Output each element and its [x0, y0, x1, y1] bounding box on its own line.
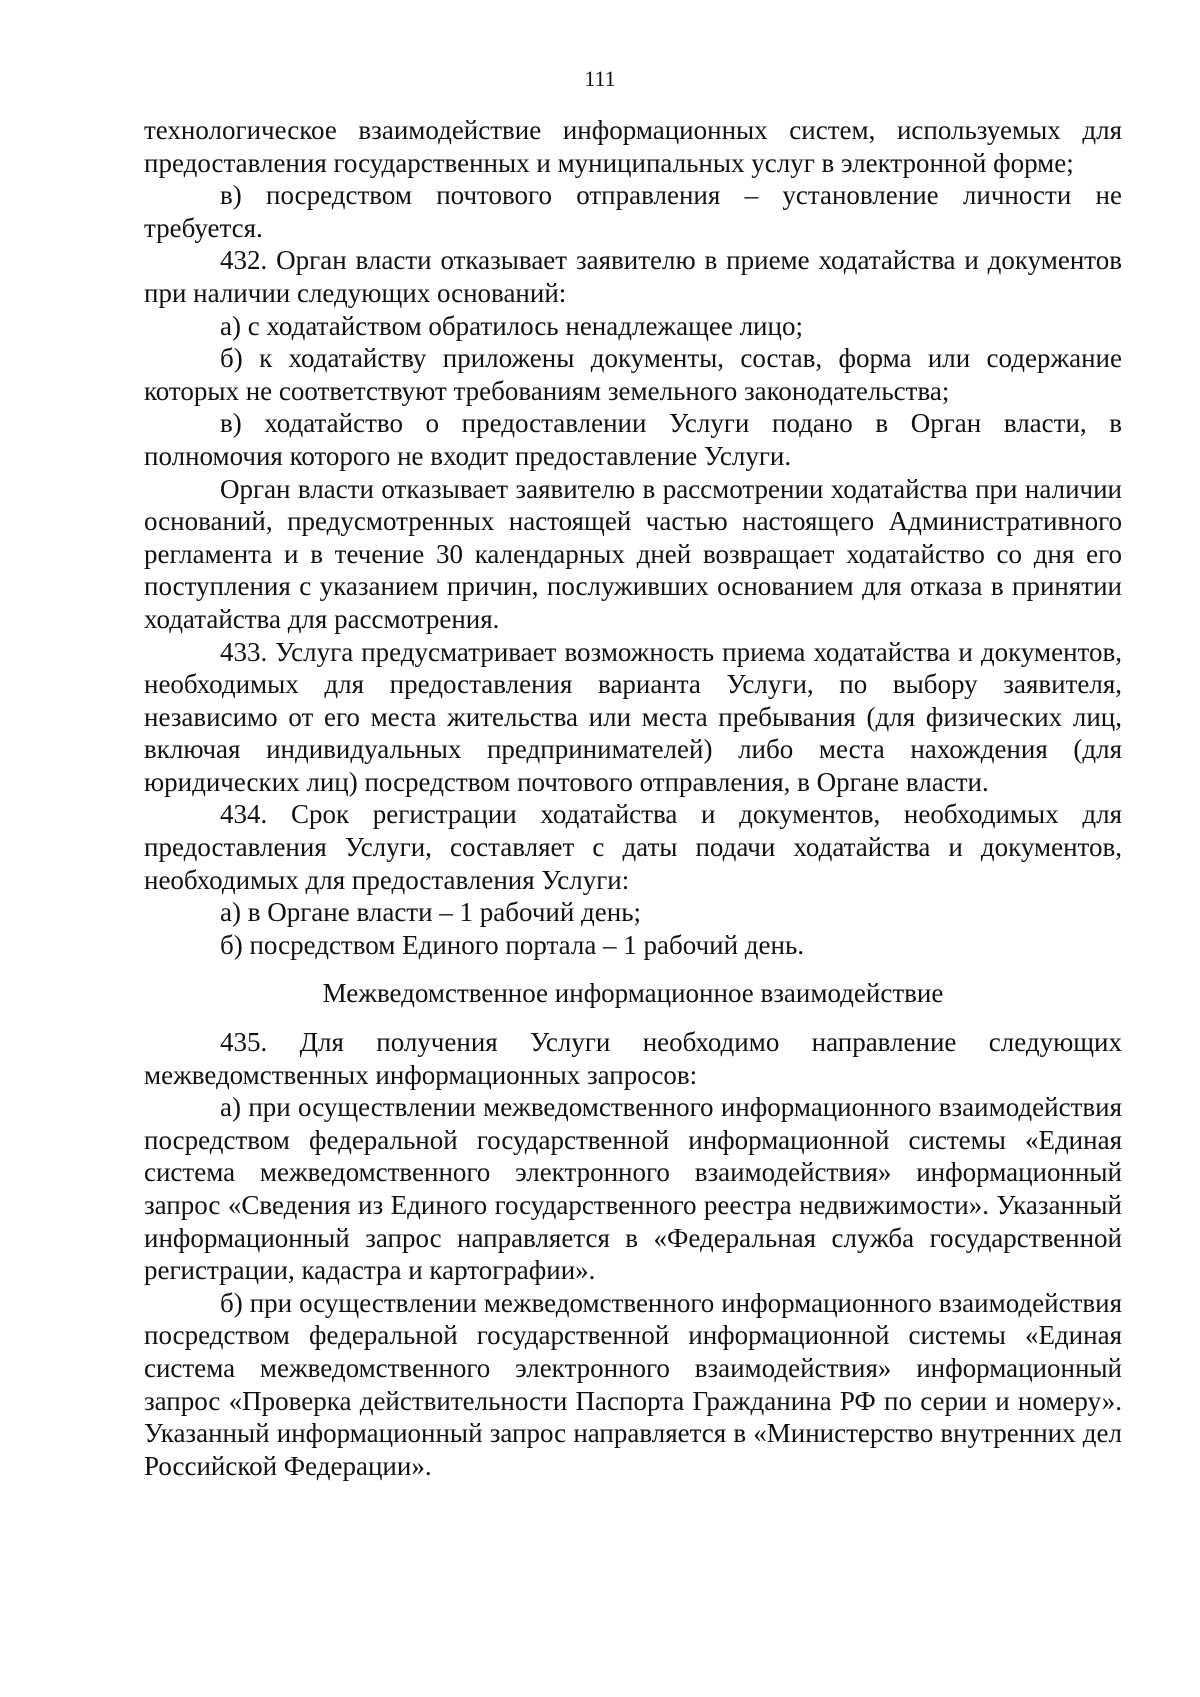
paragraph: 433. Услуга предусматривает возможность приема ходатайства и документов, необходимых для предоставления варианта Услуги, по выбору заявителя, независимо от его места жительства или места пребывания (для физических лиц, включая индивидуальных предпринимателей) либо места нахождения (для юридических лиц) посредством почтового отправления, в Органе власти. — [144, 636, 1122, 797]
paragraph: в) ходатайство о предоставлении Услуги подано в Орган власти, в полномочия которого не входит предоставление Услуги. — [144, 408, 1122, 471]
document-body — [144, 114, 1122, 1482]
paragraph: технологическое взаимодействие информационных систем, используемых для предоставления государственных и муниципальных услуг в электронной форме; — [144, 115, 1122, 178]
paragraph-group-bottom — [144, 1026, 1122, 1482]
paragraph: 434. Срок регистрации ходатайства и документов, необходимых для предоставления Услуги, составляет с даты подачи ходатайства и документов, необходимых для предоставления Услуги: — [144, 799, 1122, 895]
paragraph: а) с ходатайством обратилось ненадлежащее лицо; — [220, 310, 803, 341]
paragraph: 435. Для получения Услуги необходимо направление следующих межведомственных информационных запросов: — [144, 1027, 1122, 1090]
paragraph: Орган власти отказывает заявителю в рассмотрении ходатайства при наличии оснований, предусмотренных настоящей частью настоящего Административного регламента и в течение 30 календарных дней возвращает ходатайство со дня его поступления с указанием причин, послуживших основанием для отказа в принятии ходатайства для рассмотрения. — [144, 473, 1122, 634]
paragraph: б) посредством Единого портала – 1 рабочий день. — [220, 929, 805, 960]
paragraph: а) в Органе власти – 1 рабочий день; — [220, 897, 642, 928]
paragraph: б) при осуществлении межведомственного информационного взаимодействия посредством федеральной государственной информационной системы «Единая система межведомственного электронного взаимодействия» информационный запрос «Проверка действительности Паспорта Гражданина РФ по серии и номеру». Указанный информационный запрос направляется в «Министерство внутренних дел Российской Федерации». — [144, 1287, 1122, 1481]
section-heading: Межведомственное информационное взаимодействие — [322, 978, 944, 1009]
paragraph-group-top — [144, 114, 1122, 961]
paragraph: б) к ходатайству приложены документы, состав, форма или содержание которых не соответствуют требованиям земельного законодательства; — [144, 343, 1122, 406]
paragraph: а) при осуществлении межведомственного информационного взаимодействия посредством федеральной государственной информационной системы «Единая система межведомственного электронного взаимодействия» информационный запрос «Сведения из Единого государственного реестра недвижимости». Указанный информационный запрос направляется в «Федеральная служба государственной регистрации, кадастра и картографии». — [144, 1092, 1122, 1286]
paragraph: 432. Орган власти отказывает заявителю в приеме ходатайства и документов при наличии следующих оснований: — [144, 245, 1122, 308]
page-number: 111 — [584, 66, 616, 91]
paragraph: в) посредством почтового отправления – установление личности не требуется. — [144, 180, 1122, 243]
